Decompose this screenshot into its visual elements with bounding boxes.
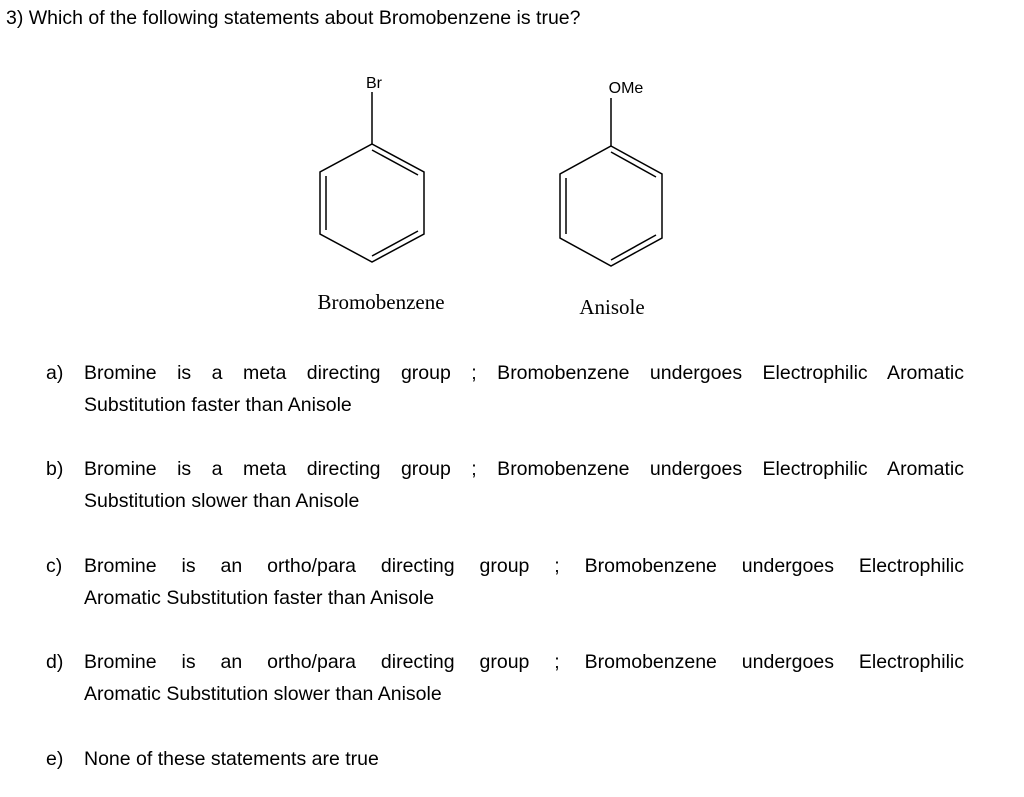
option-letter: b) xyxy=(46,458,64,480)
option-text: Bromine is a meta directing group ; Bromobenzene undergoes Electrophilic Aromatic xyxy=(84,362,964,384)
option-text: Bromine is an ortho/para directing group ; Bromobenzene undergoes Electrophilic xyxy=(84,651,964,673)
bromobenzene-substituent: Br xyxy=(366,75,382,92)
option-text: None of these statements are true xyxy=(84,748,379,770)
option-letter: d) xyxy=(46,651,64,673)
anisole-structure xyxy=(560,98,662,266)
option-letter: e) xyxy=(46,748,64,770)
option-text: Substitution faster than Anisole xyxy=(84,394,352,416)
option-e xyxy=(46,743,964,775)
option-text: Aromatic Substitution faster than Anisole xyxy=(84,587,435,609)
option-text: Bromine is a meta directing group ; Bromobenzene undergoes Electrophilic Aromatic xyxy=(84,458,964,480)
structures-figure xyxy=(0,0,1024,340)
option-text: Bromine is an ortho/para directing group ; Bromobenzene undergoes Electrophilic xyxy=(84,555,964,577)
bromobenzene-label: Bromobenzene xyxy=(317,290,445,314)
option-b xyxy=(46,453,964,517)
option-text: Substitution slower than Anisole xyxy=(84,490,360,512)
option-text: Aromatic Substitution slower than Anisole xyxy=(84,683,442,705)
option-c xyxy=(46,550,964,614)
option-letter: a) xyxy=(46,362,64,384)
bromobenzene-structure xyxy=(320,92,424,262)
anisole-substituent: OMe xyxy=(608,80,644,97)
option-a xyxy=(46,357,964,421)
option-d xyxy=(46,646,964,710)
anisole-label: Anisole xyxy=(579,295,645,319)
question-text: 3) Which of the following statements about Bromobenzene is true? xyxy=(6,7,581,29)
option-letter: c) xyxy=(46,555,63,577)
